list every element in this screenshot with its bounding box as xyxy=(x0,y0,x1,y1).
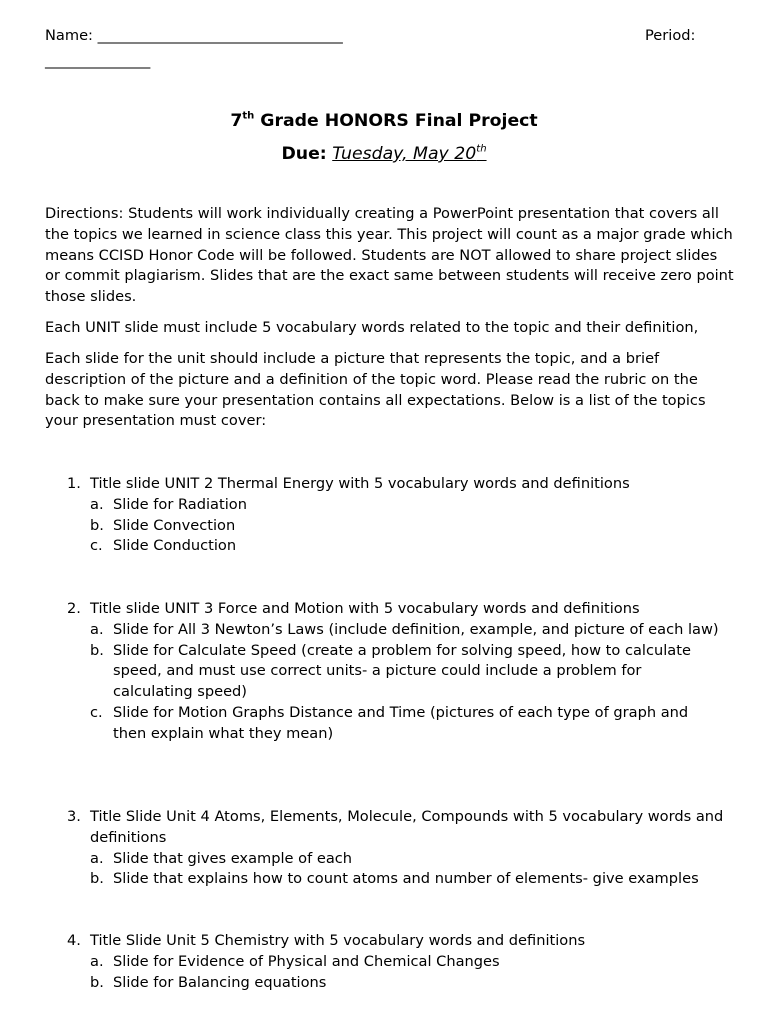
subtopic-label: c. xyxy=(90,703,103,721)
directions-paragraph: Directions: Students will work individually creating a PowerPoint presentation that covers all the topics we learned in science class this year. This project will count as a major grade which means CCISD Honor Code will be followed. Students are NOT allowed to share project slides or commit plagiarism. Slides that are the exact same between students will receive zero point those slides. xyxy=(45,205,734,306)
subtopic-text: Slide for Calculate Speed (create a problem for solving speed, how to calculate speed, and must use correct units- a picture could include a problem for calculating speed) xyxy=(113,641,691,701)
topic-text: Title Slide Unit 5 Chemistry with 5 vocabulary words and definitions xyxy=(90,932,586,949)
due-date xyxy=(332,144,486,164)
unit-slide-paragraph: Each UNIT slide must include 5 vocabulary words related to the topic and their definition, xyxy=(45,319,699,336)
name-blank: ___________________________________ xyxy=(97,27,343,44)
subtopic-text: Slide that gives example of each xyxy=(113,849,353,867)
subtopic-text: Slide Convection xyxy=(113,516,236,534)
topic-list-item xyxy=(0,807,768,890)
subtopic-text: Slide for Evidence of Physical and Chemical Changes xyxy=(113,952,500,970)
topic-text: Title slide UNIT 3 Force and Motion with 5 vocabulary words and definitions xyxy=(90,600,640,617)
subtopic-label: a. xyxy=(90,849,104,867)
title-rest: Grade HONORS Final Project xyxy=(254,111,538,131)
subtopic-item xyxy=(0,641,768,703)
subtopic-text: Slide that explains how to count atoms and number of elements- give examples xyxy=(113,870,699,888)
subtopic-item xyxy=(0,536,768,557)
subtopic-label: a. xyxy=(90,620,104,638)
due-date-line xyxy=(0,143,768,165)
subtopic-label: b. xyxy=(90,870,104,888)
topic-list-item xyxy=(0,599,768,745)
topic-text: Title slide UNIT 2 Thermal Energy with 5 vocabulary words and definitions xyxy=(90,475,630,492)
subtopic-label: a. xyxy=(90,495,104,513)
period-label: Period: xyxy=(645,27,696,44)
name-label: Name: xyxy=(45,27,93,44)
subtopic-item xyxy=(0,703,768,745)
topic-number: 3. xyxy=(67,808,81,825)
subtopic-item xyxy=(0,495,768,516)
subtopic-text: Slide for Motion Graphs Distance and Time (pictures of each type of graph and then explain what they mean) xyxy=(113,703,689,742)
subtopic-text: Slide for Balancing equations xyxy=(113,973,327,991)
subtopic-item xyxy=(0,869,768,890)
subtopic-item xyxy=(0,849,768,870)
name-line xyxy=(45,26,343,47)
period-blank: _______________ xyxy=(45,52,150,69)
topic-number: 2. xyxy=(67,600,81,617)
topic-number: 1. xyxy=(67,475,81,492)
topic-list-item xyxy=(0,931,768,993)
title-grade-suffix: th xyxy=(242,110,255,122)
subtopic-text: Slide for All 3 Newton’s Laws (include definition, example, and picture of each law) xyxy=(113,620,719,638)
due-date-text: Tuesday, May 20 xyxy=(332,144,477,164)
subtopic-label: b. xyxy=(90,973,104,991)
subtopic-label: b. xyxy=(90,641,104,659)
subtopic-item xyxy=(0,620,768,641)
due-label: Due: xyxy=(281,144,327,164)
page-title xyxy=(0,110,768,132)
subtopic-item xyxy=(0,516,768,537)
subtopic-text: Slide for Radiation xyxy=(113,495,247,513)
subtopic-label: a. xyxy=(90,952,104,970)
title-grade: 7 xyxy=(230,111,243,131)
topic-list-item xyxy=(0,474,768,557)
due-date-suffix: th xyxy=(476,143,487,155)
subtopic-label: b. xyxy=(90,516,104,534)
subtopic-text: Slide Conduction xyxy=(113,537,237,555)
topic-number: 4. xyxy=(67,932,81,949)
topic-text: Title Slide Unit 4 Atoms, Elements, Molecule, Compounds with 5 vocabulary words and definitions xyxy=(90,808,724,846)
each-slide-paragraph: Each slide for the unit should include a picture that represents the topic, and a brief description of the picture and a definition of the topic word. Please read the rubric on the back to make sure your presentation contains all expectations. Below is a list of the topics your presentation must cover: xyxy=(45,350,706,430)
subtopic-item xyxy=(0,973,768,994)
subtopic-item xyxy=(0,952,768,973)
subtopic-label: c. xyxy=(90,537,103,555)
